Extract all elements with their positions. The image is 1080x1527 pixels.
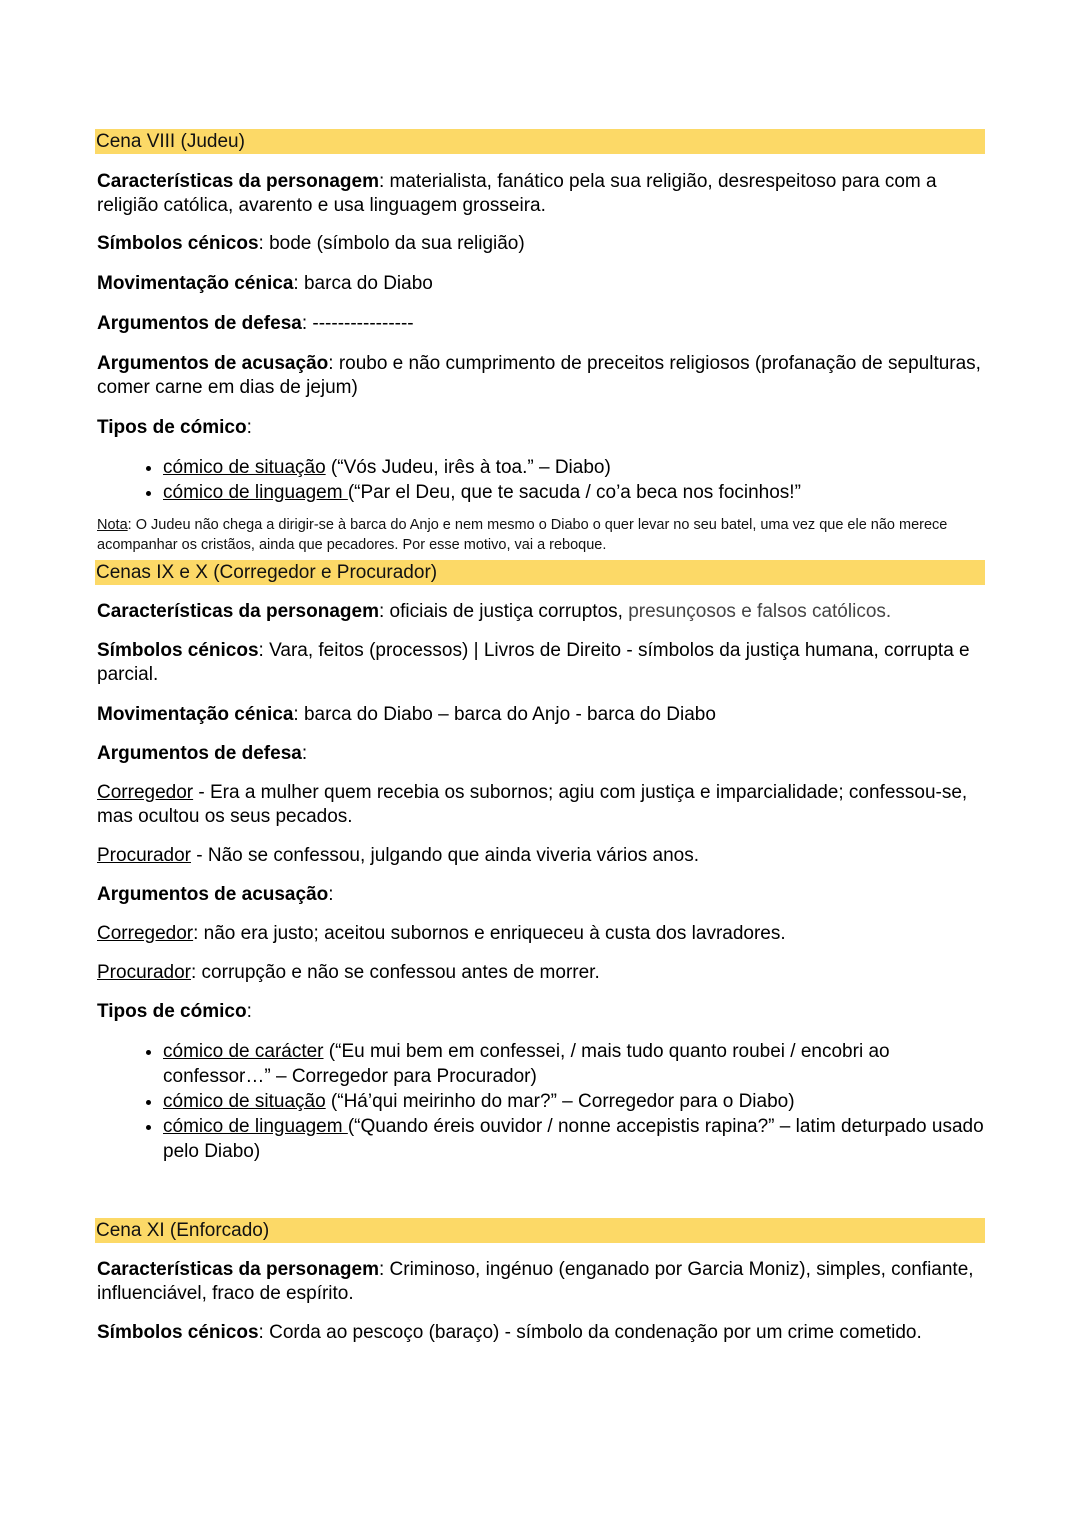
comico-type: cómico de carácter xyxy=(163,1041,324,1062)
comico-quote: (“Há’qui meirinho do mar?” – Corregedor para o Diabo) xyxy=(325,1091,795,1112)
list-item xyxy=(163,1039,985,1089)
caracteristicas-paragraph xyxy=(97,170,985,218)
value: : não era justo; aceitou subornos e enriqueceu à custa dos lavradores. xyxy=(193,923,786,944)
defesa-heading xyxy=(97,742,985,766)
value: - Era a mulher quem recebia os subornos; agiu com justiça e imparcialidade; confessou-se, mas ocultou os seus pecados. xyxy=(97,782,968,827)
comico-heading xyxy=(97,416,985,440)
comico-quote: (“Quando éreis ouvidor / nonne accepistis rapina?” – latim deturpado usado pelo Diabo) xyxy=(163,1116,984,1162)
character-name: Corregedor xyxy=(97,782,194,803)
value: Criminoso, ingénuo (enganado por Garcia Moniz), simples, confiante, influenciável, fraco de espírito. xyxy=(97,1259,974,1304)
value: bode (símbolo da sua religião) xyxy=(269,233,525,254)
list-item xyxy=(163,455,985,480)
simbolos-paragraph xyxy=(97,232,985,256)
colon: : xyxy=(301,743,308,764)
colon: : xyxy=(246,417,252,438)
comico-list xyxy=(97,1039,985,1164)
colon: : xyxy=(378,171,385,192)
defesa-procurador xyxy=(97,844,985,868)
value: ---------------- xyxy=(312,313,414,334)
label: Símbolos cénicos xyxy=(97,1322,259,1343)
comico-quote: (“Eu mui bem em confessei, / mais tudo quanto roubei / encobri ao confessor…” – Corregedor para Procurador) xyxy=(163,1041,890,1087)
comico-quote: (“Vós Judeu, irês à toa.” – Diabo) xyxy=(325,457,611,478)
note-text: : O Judeu não chega a dirigir-se à barca do Anjo e nem mesmo o Diabo o quer levar no seu batel, uma vez que ele não merece acompanhar os cristãos, ainda que pecadores. Por esse motivo, vai a reboque. xyxy=(97,517,948,553)
label: Características da personagem xyxy=(97,171,379,192)
colon: : xyxy=(258,640,264,661)
colon: : xyxy=(258,1322,264,1343)
label: Argumentos de defesa xyxy=(97,313,302,334)
label: Símbolos cénicos xyxy=(97,233,259,254)
section-heading-cena-viii: Cena VIII (Judeu) xyxy=(95,129,985,154)
value: Corda ao pescoço (baraço) - símbolo da condenação por um crime cometido. xyxy=(269,1322,922,1343)
label: Argumentos de defesa xyxy=(97,743,302,764)
value: barca do Diabo – barca do Anjo - barca do Diabo xyxy=(303,704,716,725)
list-item xyxy=(163,480,985,505)
label: Argumentos de acusação xyxy=(97,353,329,374)
list-item xyxy=(163,1089,985,1114)
acusacao-paragraph xyxy=(97,352,985,400)
list-item xyxy=(163,1114,985,1164)
value: : corrupção e não se confessou antes de morrer. xyxy=(191,962,600,983)
section-heading-cenas-ix-x: Cenas IX e X (Corregedor e Procurador) xyxy=(95,560,985,585)
document-page xyxy=(97,129,985,1345)
defesa-paragraph xyxy=(97,312,985,336)
simbolos-paragraph xyxy=(97,639,985,687)
comico-list xyxy=(97,455,985,505)
caracteristicas-paragraph xyxy=(97,600,985,624)
acusacao-corregedor xyxy=(97,922,985,946)
value: materialista, fanático pela sua religião, desrespeitoso para com a religião católica, avarento e usa linguagem grosseira. xyxy=(97,171,937,216)
caracteristicas-paragraph xyxy=(97,1258,985,1306)
colon: : xyxy=(301,313,308,334)
value: oficiais de justiça corruptos, xyxy=(389,601,623,622)
simbolos-paragraph xyxy=(97,1321,985,1345)
comico-heading xyxy=(97,1000,985,1024)
label: Movimentação cénica xyxy=(97,273,294,294)
note-paragraph xyxy=(97,515,985,555)
comico-type: cómico de linguagem xyxy=(163,482,348,503)
colon: : xyxy=(293,273,299,294)
colon: : xyxy=(378,601,385,622)
colon: : xyxy=(378,1259,385,1280)
character-name: Procurador xyxy=(97,845,191,866)
colon: : xyxy=(328,353,334,374)
value-gray: presunçosos e falsos católicos. xyxy=(622,601,892,622)
character-name: Corregedor xyxy=(97,923,194,944)
label: Características da personagem xyxy=(97,1259,379,1280)
label: Características da personagem xyxy=(97,601,379,622)
comico-type: cómico de linguagem xyxy=(163,1116,348,1137)
label: Tipos de cómico xyxy=(97,1001,247,1022)
colon: : xyxy=(328,884,334,905)
colon: : xyxy=(246,1001,252,1022)
label: Símbolos cénicos xyxy=(97,640,259,661)
value: - Não se confessou, julgando que ainda viveria vários anos. xyxy=(191,845,700,866)
label: Argumentos de acusação xyxy=(97,884,329,905)
acusacao-heading xyxy=(97,883,985,907)
comico-type: cómico de situação xyxy=(163,1091,326,1112)
defesa-corregedor xyxy=(97,781,985,829)
movimentacao-paragraph xyxy=(97,703,985,727)
acusacao-procurador xyxy=(97,961,985,985)
value: roubo e não cumprimento de preceitos religiosos (profanação de sepulturas, comer carne em dias de jejum) xyxy=(97,353,981,398)
label: Tipos de cómico xyxy=(97,417,247,438)
value: barca do Diabo xyxy=(303,273,433,294)
character-name: Procurador xyxy=(97,962,191,983)
movimentacao-paragraph xyxy=(97,272,985,296)
value: Vara, feitos (processos) | Livros de Direito - símbolos da justiça humana, corrupta e parcial. xyxy=(97,640,970,685)
colon: : xyxy=(293,704,299,725)
label: Movimentação cénica xyxy=(97,704,294,725)
comico-quote: (“Par el Deu, que te sacuda / co’a beca nos focinhos!” xyxy=(347,482,801,503)
comico-type: cómico de situação xyxy=(163,457,326,478)
colon: : xyxy=(258,233,264,254)
note-label: Nota xyxy=(97,517,128,533)
section-heading-cena-xi: Cena XI (Enforcado) xyxy=(95,1218,985,1243)
